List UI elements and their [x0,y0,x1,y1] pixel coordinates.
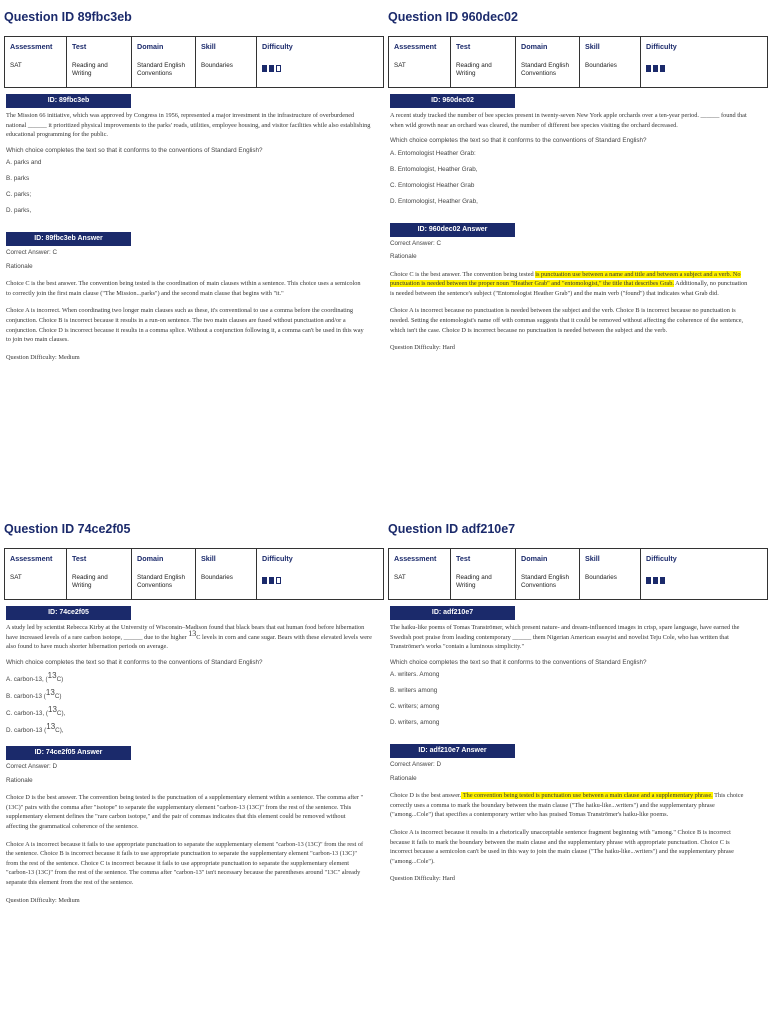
question-id-bar: ID: adf210e7 [390,606,515,620]
question-passage: The Mission 66 initiative, which was approved by Congress in 1956, represented a major investment in the infrastructure of overburdened national ______ it prioritized physical improvements to the parks' roads, utilities, employee housing, and visitor facilities while also establishing educational programming for the public. [6,112,371,139]
meta-assessment: SAT [389,569,451,600]
difficulty-bars-icon [646,65,665,72]
meta-skill: Boundaries [196,57,257,88]
question-block-1 [4,9,380,362]
choice-c: C. parks; [6,191,32,199]
question-passage [6,623,376,652]
superscript: 13 [48,705,57,715]
difficulty-bars-icon [262,65,281,72]
superscript: 13 [45,688,55,698]
question-difficulty: Question Difficulty: Medium [6,896,80,904]
choice-text: C) [56,676,64,684]
header-domain: Domain [516,37,580,57]
question-title: Question ID 89fbc3eb [4,10,132,24]
question-meta-table [4,36,384,88]
choice-a: A. Entomologist Heather Grab: [390,149,476,157]
meta-assessment: SAT [389,57,451,88]
rationale-text: This choice correctly uses a comma to mark the boundary between the main clause ("The haiku-like...writers") and the supplementary phrase ("among...Cole") that specifies a contemporary writer who has praised Tomas Tranströmer's haiku-like poems. [390,792,744,819]
rationale-text: Choice C is the best answer. The convention being tested [390,270,536,278]
choice-d: D. writers, among [390,719,440,727]
meta-difficulty [257,57,384,88]
rationale-paragraph-2: Choice A is incorrect because it results in a rhetorically unacceptable sentence fragment beginning with "among." Choice B is incorrect because it fails to mark the boundary between the main clause and the supplementary phrase with appropriate punctuation. Choice C is incorrect because a semicolon can't be used in this way to join the main clause ("The haiku-like...writers") and the supplementary phrase ("among...Cole"). [390,829,734,865]
meta-skill: Boundaries [580,57,641,88]
header-test: Test [451,549,516,569]
meta-test: Reading and Writing [451,57,516,88]
answer-id-bar: ID: adf210e7 Answer [390,744,515,758]
header-test: Test [451,37,516,57]
choice-a [6,670,380,687]
choice-d: D. Entomologist, Heather Grab, [390,197,478,205]
question-block-3 [4,521,380,905]
meta-test: Reading and Writing [67,569,132,600]
correct-answer: Correct Answer: C [6,249,58,257]
superscript: 13 [46,722,56,732]
correct-answer: Correct Answer: C [390,239,442,247]
question-meta-table [388,548,768,600]
header-skill: Skill [196,549,257,569]
rationale-label: Rationale [6,776,33,784]
choice-text: A. carbon-13, ( [6,676,48,684]
header-test: Test [67,549,132,569]
answer-id-bar: ID: 89fbc3eb Answer [6,232,131,246]
meta-skill: Boundaries [196,569,257,600]
question-title: Question ID adf210e7 [388,522,516,536]
question-prompt: Which choice completes the text so that it conforms to the conventions of Standard English? [6,658,263,666]
header-difficulty: Difficulty [257,37,384,57]
choice-text: C), [55,727,64,735]
choice-text: C. carbon-13, ( [6,710,48,718]
question-block-2 [388,9,764,353]
rationale-highlight: is punctuation use between a name and title and between a subject and a verb. No punctuation is needed between the proper noun "Heather Grab" and "entomologist," the title that describes Grab. [390,270,741,288]
question-title: Question ID 960dec02 [388,10,518,24]
question-meta-table [4,548,384,600]
answer-id-bar: ID: 74ce2f05 Answer [6,746,131,760]
header-domain: Domain [132,37,196,57]
choice-a: A. writers. Among [390,671,440,679]
header-skill: Skill [580,37,641,57]
question-passage: The haiku-like poems of Tomas Tranströmer, which present nature- and dream-influenced images in crisp, spare language, have earned the Swedish poet praise from leading contemporary ______ them Nigerian American essayist and novelist Teju Cole, who has written that Tranströmer's works "contain a luminous simplicity." [390,624,740,651]
rationale-text: Choice D is the best answer. [390,792,462,800]
rationale-paragraph-2: Choice A is incorrect because no punctuation is needed between the subject and the verb. Choice B is incorrect because no punctuation is needed. Setting the entomologist's name off with commas suggests that it could be removed without affecting the coherence of the sentence, which isn't the case. Choice D is incorrect because no punctuation is needed between the subject and the verb. [390,307,744,334]
rationale-paragraph-1 [390,791,750,820]
choice-b: B. writers among [390,687,438,695]
header-skill: Skill [196,37,257,57]
rationale-label: Rationale [390,253,417,261]
meta-test: Reading and Writing [67,57,132,88]
choice-c [6,704,380,721]
question-id-bar: ID: 89fbc3eb [6,94,131,108]
rationale-paragraph-2: Choice A is incorrect. When coordinating two longer main clauses such as these, it's conventional to use a comma before the coordinating conjunction. Choice B is incorrect because it results in a run-on sentence. The two main clauses are fused without punctuation and/or a conjunction. Choice D is incorrect because it results in a comma splice. Without a conjunction following it, a comma can't be used in this way to join two main clauses. [6,307,364,344]
meta-domain: Standard English Conventions [516,57,580,88]
answer-id-bar: ID: 960dec02 Answer [390,223,515,237]
choice-a: A. parks and [6,159,42,167]
passage-text: C levels in corn and cane sugar. Bears with these elevated levels were also found to have much shorter hibernation periods on average. [6,633,372,651]
question-prompt: Which choice completes the text so that it conforms to the conventions of Standard English? [390,137,647,145]
passage-text: A study led by scientist Rebecca Kirby at the University of Wisconsin–Madison found that black bears that eat human food before hibernation have increased levels of a rare carbon isotope, ______ due to the higher [6,624,365,641]
question-passage: A recent study tracked the number of bee species present in twenty-seven New York apple orchards over a ten-year period. ______ found that when wild growth near an orchard was cleared, the number of different bee species visiting the orchard decreased. [390,112,747,129]
correct-answer: Correct Answer: D [390,761,442,769]
choice-text: C) [54,693,62,701]
rationale-text: Additionally, no punctuation is needed between the sentence's subject ("Entomologist Heather Grab") and the main verb ("found") that indicates what Grab did. [390,280,748,297]
question-difficulty: Question Difficulty: Hard [390,875,455,883]
meta-assessment: SAT [5,57,67,88]
choice-c: C. Entomologist Heather Grab [390,181,475,189]
header-difficulty: Difficulty [257,549,384,569]
question-prompt: Which choice completes the text so that it conforms to the conventions of Standard English? [390,658,647,666]
question-block-4 [388,521,764,884]
choice-d [6,721,380,738]
meta-difficulty [641,57,768,88]
header-difficulty: Difficulty [641,37,768,57]
meta-difficulty [257,569,384,600]
header-assessment: Assessment [389,37,451,57]
rationale-paragraph-1 [390,270,750,299]
choice-text: B. carbon-13 ( [6,693,46,701]
rationale-highlight: The convention being tested is punctuation use between a main clause and a supplementary phrase. [461,792,713,800]
meta-difficulty [641,569,768,600]
header-domain: Domain [516,549,580,569]
rationale-label: Rationale [6,262,33,270]
question-prompt: Which choice completes the text so that it conforms to the conventions of Standard English? [6,146,263,154]
difficulty-bars-icon [262,577,281,584]
choice-b: B. Entomologist, Heather Grab, [390,165,478,173]
choice-c: C. writers; among [390,703,440,711]
question-id-bar: ID: 74ce2f05 [6,606,131,620]
question-id-bar: ID: 960dec02 [390,94,515,108]
choice-text: C), [56,710,66,718]
meta-assessment: SAT [5,569,67,600]
meta-domain: Standard English Conventions [516,569,580,600]
header-assessment: Assessment [5,37,67,57]
meta-skill: Boundaries [580,569,641,600]
header-skill: Skill [580,549,641,569]
choice-b [6,687,380,704]
difficulty-bars-icon [646,577,665,584]
choice-d: D. parks, [6,207,32,215]
header-difficulty: Difficulty [641,549,768,569]
question-title: Question ID 74ce2f05 [4,522,131,536]
header-test: Test [67,37,132,57]
superscript: 13 [47,671,57,681]
meta-domain: Standard English Conventions [132,569,196,600]
header-assessment: Assessment [5,549,67,569]
rationale-paragraph-1: Choice D is the best answer. The convention being tested is the punctuation of a supplementary element within a sentence. The comma after "(13C)" pairs with the comma after "isotope" to separate the supplementary element "carbon-13 (13C)" from the rest of the sentence. This supplementary element defines the "rare carbon isotope," and the pair of commas indicates that this element could be removed without affecting the grammatical coherence of the sentence. [6,794,364,831]
header-assessment: Assessment [389,549,451,569]
correct-answer: Correct Answer: D [6,763,58,771]
meta-test: Reading and Writing [451,569,516,600]
rationale-paragraph-1: Choice C is the best answer. The convention being tested is the coordination of main clauses within a sentence. This choice uses a semicolon to correctly join the first main clause ("The Mission...parks") and the second main clause that begins with "it." [6,280,361,297]
question-difficulty: Question Difficulty: Medium [6,353,80,361]
choice-text: D. carbon-13 ( [6,727,47,735]
header-domain: Domain [132,549,196,569]
choice-b: B. parks [6,175,30,183]
superscript: 13 [188,628,197,638]
rationale-paragraph-2: Choice A is incorrect because it fails to use appropriate punctuation to separate the supplementary element "carbon-13 (13C)" from the rest of the sentence. Choice B is incorrect because it fails to use appropriate punctuation to separate the supplementary element "carbon-13 (13C)" from the rest of the sentence. Choice C is incorrect because it fails to use appropriate punctuation to separate the supplementary element "carbon-13 (13C)" from the rest of the sentence. The comma after "carbon-13" isn't necessary because the parentheses around "13C" already separate this element from the rest of the sentence. [6,840,364,887]
question-meta-table [388,36,768,88]
meta-domain: Standard English Conventions [132,57,196,88]
rationale-label: Rationale [390,774,417,782]
question-difficulty: Question Difficulty: Hard [390,344,455,352]
